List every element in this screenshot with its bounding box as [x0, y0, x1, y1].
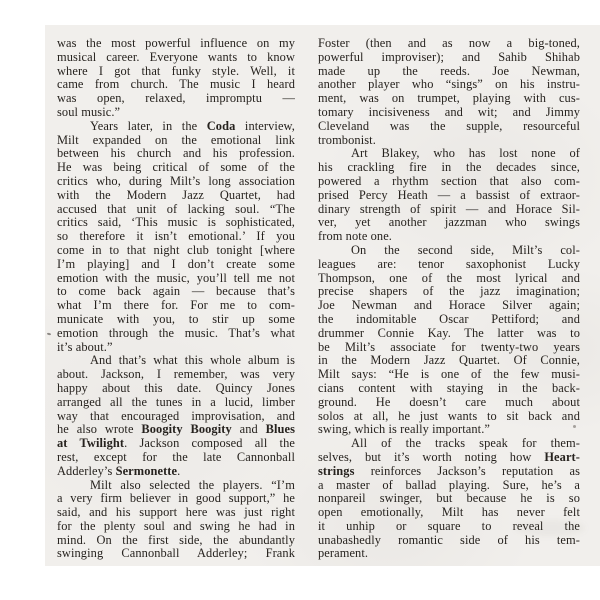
text-line: for the plenty soul and swing he had in — [57, 518, 295, 533]
text-line: accused that unit of lacking soul. “The — [57, 201, 295, 216]
text-column-right — [318, 37, 580, 561]
text-line: in the Modern Jazz Quartet. Of Connie, — [318, 353, 580, 368]
text-line: be Milt’s associate for twenty-two years — [318, 339, 580, 354]
text-line: from note one. — [318, 229, 393, 244]
text-line: soul music.” — [57, 104, 121, 119]
text-line: at Twilight. Jackson composed all the — [57, 436, 295, 451]
text-line: municate with you, to stir up some — [57, 311, 295, 326]
text-line: swinging Cannonball Adderley; Frank — [57, 546, 295, 561]
text-line: happy about this date. Quincy Jones — [57, 380, 295, 395]
text-line: it unhip or square to reveal the — [318, 518, 580, 533]
text-line: Milt says: “He is one of the few musi- — [318, 367, 580, 382]
text-line: He was being critical of some of the — [57, 160, 295, 175]
text-line: rest, except for the late Cannonball — [57, 449, 295, 464]
text-line: arranged all the tunes in a lucid, limber — [57, 394, 295, 409]
text-line: leagues are: tenor saxophonist Lucky — [318, 256, 580, 271]
text-line: critics said, ‘This music is sophisticated, — [57, 215, 295, 230]
text-line: nonpareil swinger, but because he is so — [318, 491, 580, 506]
text-line: And that’s what this whole album is — [90, 353, 295, 368]
text-line: I’m playing] and I don’t create some — [57, 256, 295, 271]
text-line: Adderley’s Sermonette. — [57, 463, 181, 478]
text-line: came from church. The music I heard — [57, 77, 295, 92]
text-line: where I got that funky style. Well, it — [57, 63, 295, 78]
text-line: precise shapers of the jazz imagination; — [318, 284, 580, 299]
text-line: trombonist. — [318, 132, 376, 147]
text-line: solos at all, he just wants to sit back and — [318, 408, 580, 423]
text-line: what I’m there for. For me to com- — [57, 298, 295, 313]
text-line: musical career. Everyone wants to know — [57, 49, 295, 64]
text-line: a master of ballad playing. Sure, he’s a — [318, 477, 580, 492]
text-line: Thompson, one of the most lyrical and — [318, 270, 580, 285]
liner-notes-page — [45, 25, 600, 566]
text-line: so therefore it isn’t emotional.’ If you — [57, 229, 295, 244]
text-line: made up the reeds. Joe Newman, — [318, 63, 580, 78]
text-line: Milt expanded on the emotional link — [57, 132, 295, 147]
text-line: he also wrote Boogity Boogity and Blues — [57, 422, 296, 437]
text-line: On the second side, Milt’s col- — [351, 242, 580, 257]
text-line: to come back again — because that’s — [57, 284, 295, 299]
text-line: mind. On the first side, the abundantly — [57, 532, 295, 547]
text-line: with the Modern Jazz Quartet, had — [57, 187, 295, 202]
text-line: ground. He doesn’t care much about — [318, 394, 580, 409]
text-line: strings reinforces Jackson’s reputation as — [318, 463, 580, 478]
text-line: Foster (then and as now a big-toned, — [318, 36, 580, 50]
text-line: way that encouraged improvisation, and — [57, 408, 295, 423]
text-line: said, and his support here was just right — [57, 505, 295, 520]
text-line: Years later, in the Coda interview, — [90, 118, 295, 133]
text-line: another player who “sings” on his instru- — [318, 77, 580, 92]
text-line: come in to that night club tonight [where — [57, 242, 295, 257]
text-line: swing, which is really important.” — [318, 422, 491, 437]
text-line: dinary strength of spirit — and Horace Sil- — [318, 201, 580, 216]
text-line: was open, relaxed, impromptu — — [57, 91, 295, 106]
text-line: it’s about.” — [57, 339, 113, 354]
text-line: powerful improviser); and Sahib Shihab — [318, 49, 580, 64]
text-line: his crackling fire in the decades since, — [318, 160, 580, 175]
text-line: drummer Connie Kay. The latter was to — [318, 325, 580, 340]
text-column-left — [57, 37, 295, 561]
text-line: between his church and his profession. — [57, 146, 295, 161]
scan-smudge — [515, 520, 585, 536]
text-line: open emotionally, Milt has never felt — [318, 505, 580, 520]
text-line: a very firm believer in good support,” he — [57, 491, 295, 506]
text-line: Cleveland was the supple, resourceful — [318, 118, 580, 133]
scan-speck — [47, 333, 51, 336]
text-line: Milt also selected the players. “I’m — [90, 477, 295, 492]
text-line: cians content with staying in the back- — [318, 380, 580, 395]
text-line: was the most powerful influence on my — [57, 36, 295, 50]
text-line: about. Jackson, I remember, was very — [57, 367, 295, 382]
text-line: perament. — [318, 546, 369, 561]
text-line: ment, was on trumpet, playing with cus- — [318, 91, 580, 106]
text-line: Joe Newman and Horace Silver again; — [318, 298, 580, 313]
text-line: emotion through the music. That’s what — [57, 325, 295, 340]
text-line: emotion with the music, you’ll tell me not — [57, 270, 295, 285]
text-line: selves, but it’s worth noting how Heart- — [318, 449, 580, 464]
text-line: All of the tracks speak for them- — [351, 436, 580, 451]
text-line: critics who, during Milt’s long association — [57, 173, 295, 188]
text-line: powered a rhythm section that also com- — [318, 173, 580, 188]
text-line: unabashedly romantic side of his tem- — [318, 532, 580, 547]
text-line: ver, yet another jazzman who swings — [318, 215, 580, 230]
text-line: tomary incisiveness and wit; and Jimmy — [318, 104, 580, 119]
text-line: Art Blakey, who has lost none of — [351, 146, 580, 161]
text-line: prised Percy Heath — a bassist of extraor- — [318, 187, 580, 202]
scan-speck — [573, 425, 576, 428]
text-line: the indomitable Oscar Pettiford; and — [318, 311, 580, 326]
